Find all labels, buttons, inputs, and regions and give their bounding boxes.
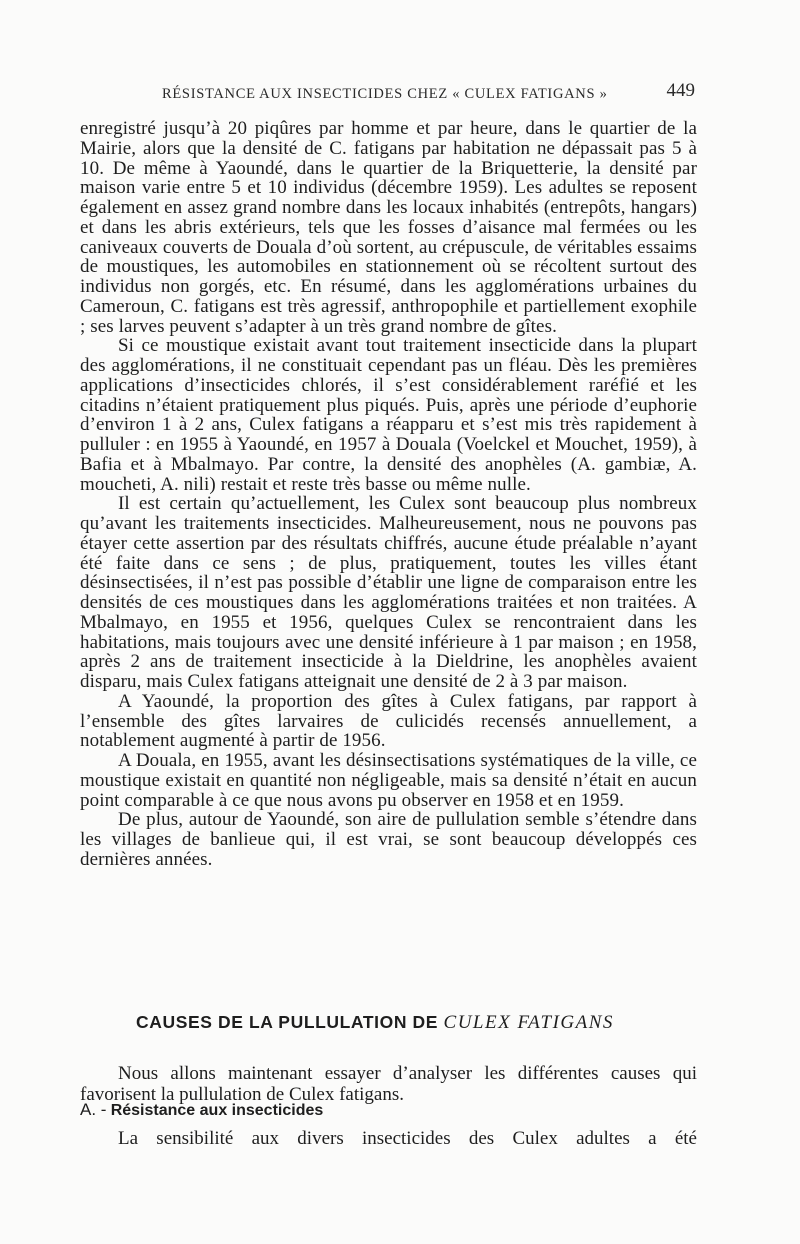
page-header (80, 80, 695, 106)
subsection-heading (80, 1100, 323, 1120)
section-heading-italic: CULEX FATIGANS (443, 1012, 614, 1033)
body-text (80, 119, 697, 870)
section-heading-text: CAUSES DE LA PULLULATION DE (136, 1012, 439, 1032)
paragraph: A Yaoundé, la proportion des gîtes à Culex fatigans, par rapport à l’ensemble des gîtes larvaires de culicidés recensés annuellement, a notablement augmenté à partir de 1956. (80, 690, 697, 752)
paragraph: Si ce moustique existait avant tout traitement insecticide dans la plupart des agglomérations, il ne constituait cependant pas un fléau. Dès les premières applications d’insecticides chlorés, il s’est considérablement raréfié et les citadins n’étaient pratiquement plus piqués. Puis, après une période d’euphorie d’environ 1 à 2 ans, Culex fatigans a réapparu et s’est mis très rapidement à pulluler : en 1955 à Yaoundé, en 1957 à Douala (Voelckel et Mouchet, 1959), à Bafia et à Mbalmayo. Par contre, la densité des anophèles (A. gambiæ, A. moucheti, A. nili) restait et reste très basse ou même nulle. (80, 335, 697, 495)
subsection-title: Résistance aux insecticides (110, 1102, 324, 1119)
paragraph: A Douala, en 1955, avant les désinsectisations systématiques de la ville, ce moustique existait en quantité non négligeable, mais sa densité n’était en aucun point comparable à ce que nous avons pu observer en 1958 et en 1959. (80, 750, 697, 811)
paragraph: Il est certain qu’actuellement, les Culex sont beaucoup plus nombreux qu’avant les traitements insecticides. Malheureusement, nous ne pouvons pas étayer cette assertion par des résultats chiffrés, aucune étude préalable n’ayant été faite dans ce sens ; de plus, pratiquement, toutes les villes étant désinsectisées, il n’est pas possible d’établir une ligne de comparaison entre les densités de ces moustiques dans les agglomérations traitées et non traitées. A Mbalmayo, en 1955 et 1956, quelques Culex se rencontraient dans les habitations, mais toujours avec une densité inférieure à 1 par maison ; en 1958, après 2 ans de traitement insecticide à la Dieldrine, les anophèles avaient disparu, mais Culex fatigans atteignait une densité de 2 à 3 par maison. (80, 493, 697, 692)
running-head: RÉSISTANCE AUX INSECTICIDES CHEZ « CULEX FATIGANS » (162, 86, 608, 102)
section-intro: Nous allons maintenant essayer d’analyser les différentes causes qui favorisent la pullulation de Culex fatigans. (80, 1063, 697, 1105)
subsection-text: La sensibilité aux divers insecticides des Culex adultes a été (118, 1128, 697, 1149)
page-number: 449 (666, 80, 695, 101)
section-heading (136, 1012, 614, 1034)
subsection-letter: A. - (80, 1100, 107, 1119)
paragraph: De plus, autour de Yaoundé, son aire de pullulation semble s’étendre dans les villages de banlieue qui, il est vrai, se sont beaucoup développés ces dernières années. (80, 809, 697, 870)
paragraph: enregistré jusqu’à 20 piqûres par homme et par heure, dans le quartier de la Mairie, alors que la densité de C. fatigans par habitation ne dépassait pas 5 à 10. De même à Yaoundé, dans le quartier de la Briquetterie, la densité par maison varie entre 5 et 10 individus (décembre 1959). Les adultes se reposent également en assez grand nombre dans les locaux inhabités (entrepôts, hangars) et dans les abris extérieurs, tels que les fosses d’aisance mal fermées ou les caniveaux couverts de Douala d’où sortent, au crépuscule, de véritables essaims de moustiques, les automobiles en stationnement où se récoltent surtout des individus non gorgés, etc. En résumé, dans les agglomérations urbaines du Cameroun, C. fatigans est très agressif, anthropophile et partiellement exophile ; ses larves peuvent s’adapter à un très grand nombre de gîtes. (80, 118, 697, 337)
